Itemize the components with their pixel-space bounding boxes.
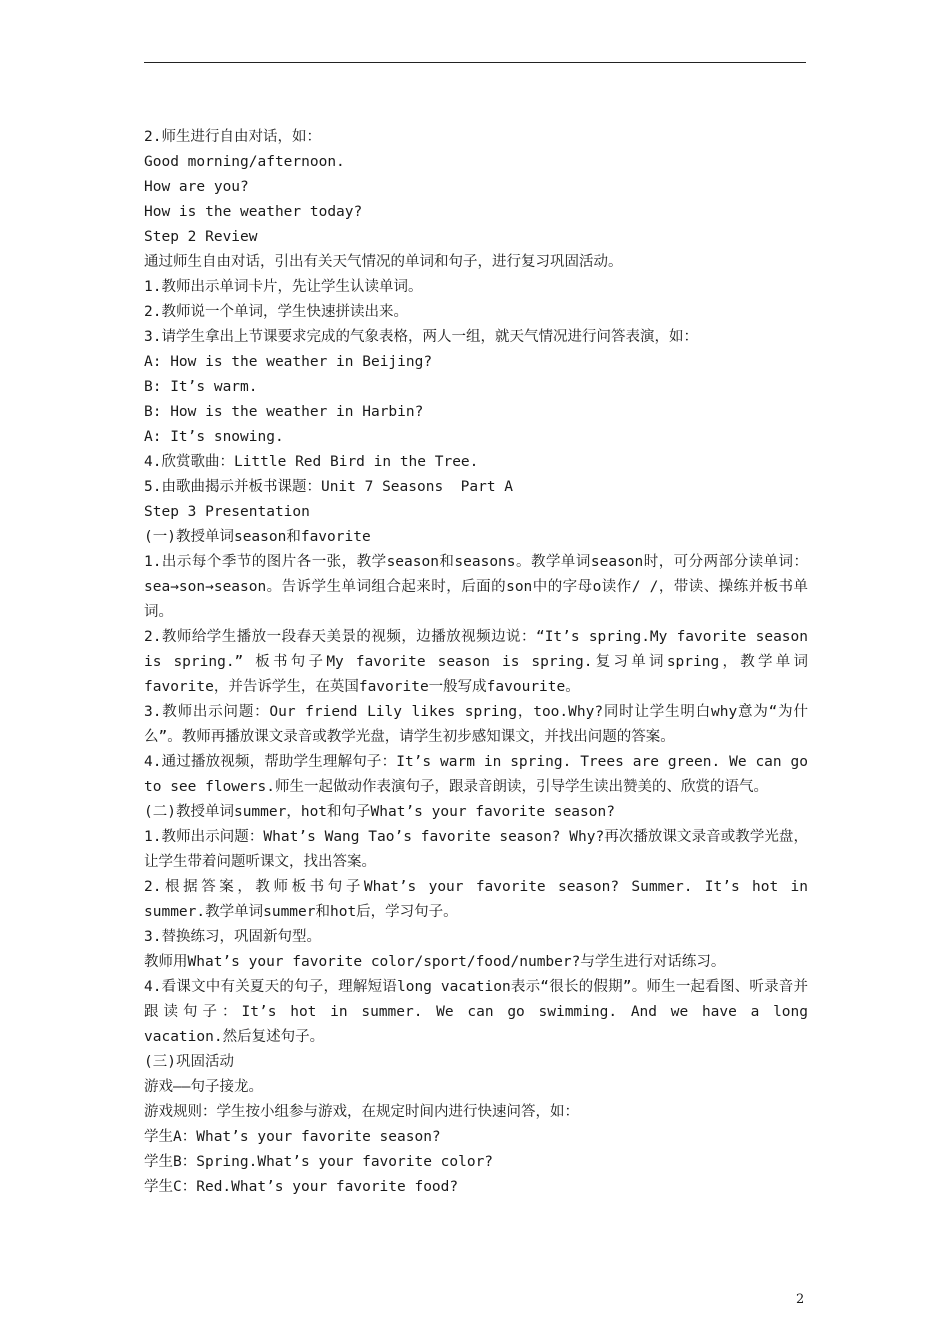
text-line: 4.欣赏歌曲：Little Red Bird in the Tree. — [144, 454, 479, 470]
dialogue-line: B: How is the weather in Harbin? — [144, 404, 424, 420]
paragraph: 4.通过播放视频，帮助学生理解句子：It’s warm in spring. Trees are green. We can go to see flowers.师生一起做动作表演句子，跟录音朗读，引导学生读出赞美的、欣赏的语气。 — [144, 754, 808, 795]
section-heading: Step 2 Review — [144, 229, 258, 245]
dialogue-line: B: It’s warm. — [144, 379, 258, 395]
subsection-heading: (一)教授单词season和favorite — [144, 529, 371, 545]
document-body — [144, 125, 808, 1200]
dialogue-line: 学生A：What’s your favorite season? — [144, 1129, 441, 1145]
paragraph: 1.教师出示问题：What’s Wang Tao’s favorite season? Why?再次播放课文录音或教学光盘，让学生带着问题听课文，找出答案。 — [144, 829, 808, 870]
paragraph: 2.根据答案，教师板书句子What’s your favorite season? Summer. It’s hot in summer.教学单词summer和hot后，学习句子。 — [144, 879, 808, 920]
text-line: 3.替换练习，巩固新句型。 — [144, 929, 321, 945]
paragraph: 4.看课文中有关夏天的句子，理解短语long vacation表示“很长的假期”。师生一起看图、听录音并跟读句子：It’s hot in summer. We can go swimming. And we have a long vacation.然后复述句子。 — [144, 979, 808, 1045]
subsection-heading: (二)教授单词summer，hot和句子What’s your favorite season? — [144, 804, 615, 820]
text-line: Good morning/afternoon. — [144, 154, 345, 170]
header-rule — [144, 62, 806, 63]
text-line: 1.教师出示单词卡片，先让学生认读单词。 — [144, 279, 423, 295]
dialogue-line: A: It’s snowing. — [144, 429, 284, 445]
text-line: 2.教师说一个单词，学生快速拼读出来。 — [144, 304, 408, 320]
paragraph: 2.教师给学生播放一段春天美景的视频，边播放视频边说：“It’s spring.My favorite season is spring.” 板书句子My favorite season is spring.复习单词spring，教学单词favorite，并告诉学生，在英国favorite一般写成favourite。 — [144, 629, 808, 695]
text-line: How are you? — [144, 179, 249, 195]
section-heading: Step 3 Presentation — [144, 504, 310, 520]
text-line: 5.由歌曲揭示并板书课题：Unit 7 Seasons Part A — [144, 479, 514, 495]
subsection-heading: (三)巩固活动 — [144, 1054, 234, 1070]
text-line: 2.师生进行自由对话，如： — [144, 129, 321, 145]
text-line: How is the weather today? — [144, 204, 363, 220]
text-line: 3.请学生拿出上节课要求完成的气象表格，两人一组，就天气情况进行问答表演，如： — [144, 329, 698, 345]
text-line: 通过师生自由对话，引出有关天气情况的单词和句子，进行复习巩固活动。 — [144, 254, 623, 270]
text-line: 游戏——句子接龙。 — [144, 1079, 263, 1095]
dialogue-line: 学生B：Spring.What’s your favorite color? — [144, 1154, 494, 1170]
text-line: 教师用What’s your favorite color/sport/food/number?与学生进行对话练习。 — [144, 954, 726, 970]
page-number: 2 — [796, 1292, 805, 1307]
paragraph: 3.教师出示问题：Our friend Lily likes spring，too.Why?同时让学生明白why意为“为什么”。教师再播放课文录音或教学光盘，请学生初步感知课文，并找出问题的答案。 — [144, 704, 808, 745]
text-line: 游戏规则：学生按小组参与游戏，在规定时间内进行快速问答，如： — [144, 1104, 579, 1120]
dialogue-line: A: How is the weather in Beijing? — [144, 354, 433, 370]
paragraph: 1.出示每个季节的图片各一张，教学season和seasons。教学单词season时，可分两部分读单词：sea→son→season。告诉学生单词组合起来时，后面的son中的字母o读作/ /，带读、操练并板书单词。 — [144, 554, 808, 620]
dialogue-line: 学生C：Red.What’s your favorite food? — [144, 1179, 459, 1195]
